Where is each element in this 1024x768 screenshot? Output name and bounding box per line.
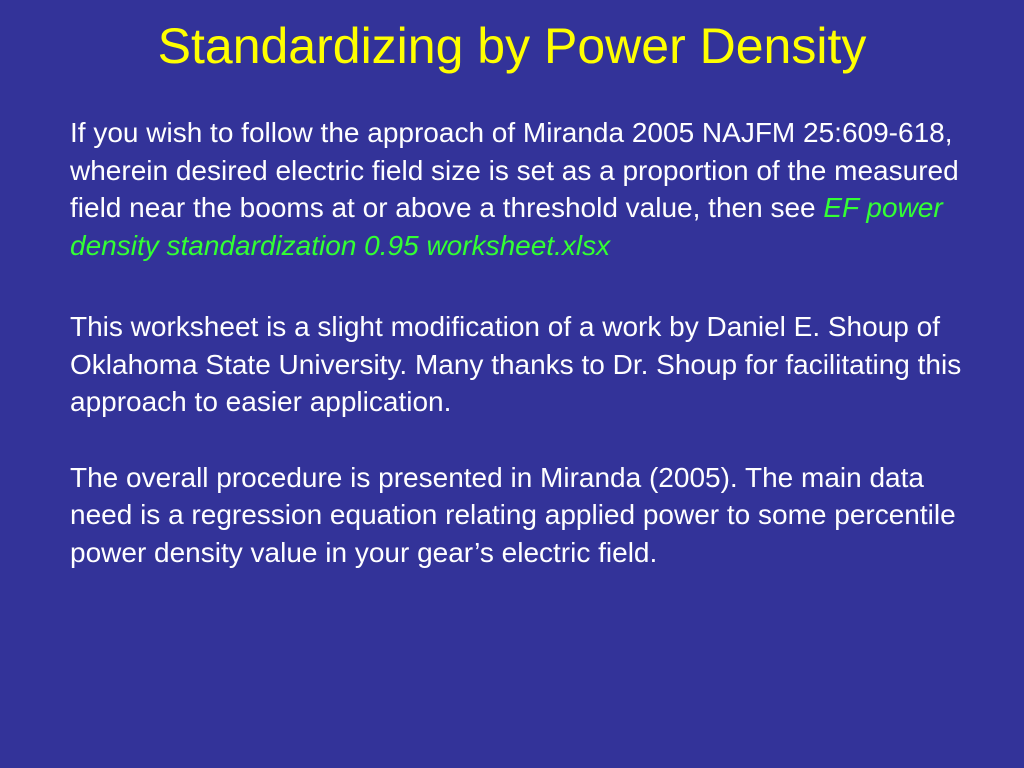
paragraph-approach-text: If you wish to follow the approach of Miranda 2005 NAJFM 25:609-618, wherein desired electric field size is set as a proportion of the measured field near the booms at or above a threshold value, then see <box>70 117 959 223</box>
paragraph-acknowledgement-text: This worksheet is a slight modification of a work by Daniel E. Shoup of Oklahoma State University. Many thanks to Dr. Shoup for facilitating this approach to easier application. <box>70 311 962 417</box>
paragraph-approach <box>70 114 970 264</box>
slide-title: Standardizing by Power Density <box>157 18 867 74</box>
paragraph-procedure-text: The overall procedure is presented in Miranda (2005). The main data need is a regression equation relating applied power to some percentile power density value in your gear’s electric field. <box>70 461 956 568</box>
paragraph-acknowledgement <box>70 308 970 421</box>
paragraph-procedure <box>70 459 970 572</box>
worksheet-file-link[interactable]: EF power density standardization 0.95 worksheet.xlsx <box>70 192 943 261</box>
slide-body <box>70 114 970 609</box>
